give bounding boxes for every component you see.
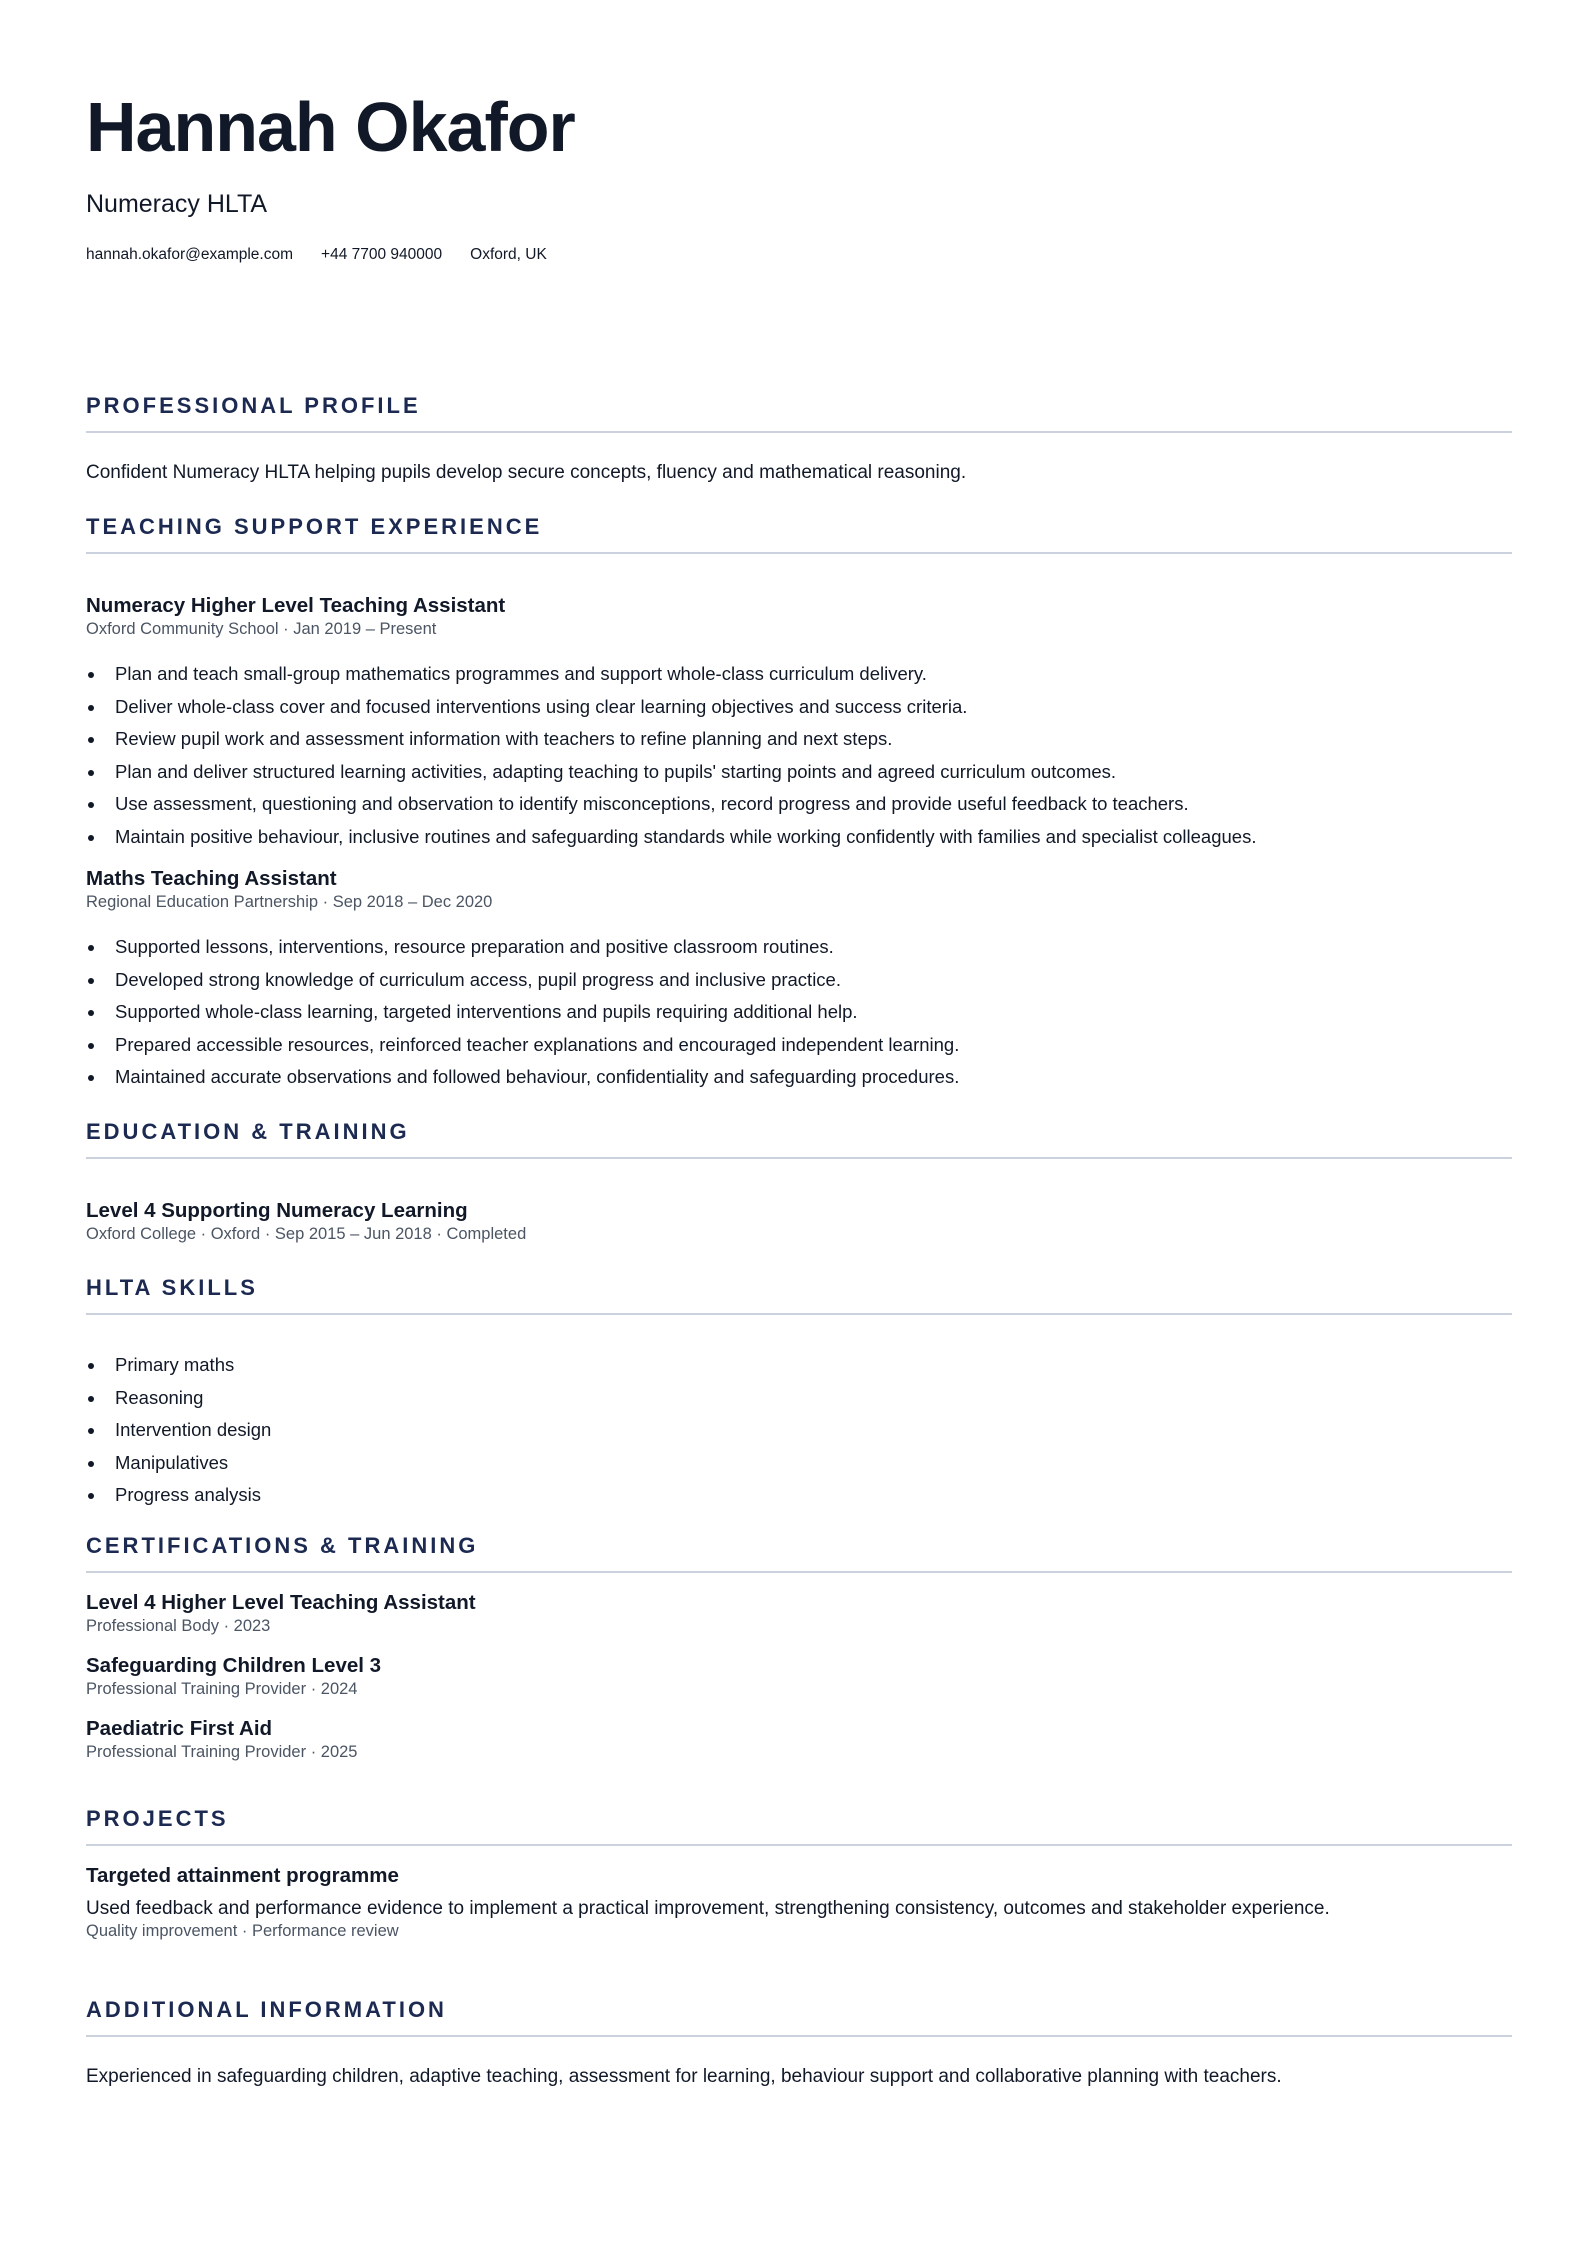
education-section [86, 1119, 1512, 1245]
bullet-item: Maintain positive behaviour, inclusive routines and safeguarding standards while working confidently with families and specialist colleagues. [86, 821, 1512, 854]
job-title: Maths Teaching Assistant [86, 867, 337, 891]
certification-meta: Professional Training Provider · 2025 [86, 1742, 358, 1761]
bullet-item: Prepared accessible resources, reinforced teacher explanations and encouraged independent learning. [86, 1029, 1512, 1062]
section-title: CERTIFICATIONS & TRAINING [86, 1533, 479, 1558]
projects-section [86, 1806, 1512, 1943]
job-entry [86, 867, 1512, 1094]
candidate-name: Hannah Okafor [86, 88, 575, 166]
section-title: PROJECTS [86, 1806, 229, 1831]
certification-entry [86, 1591, 1512, 1637]
bullet-item: Use assessment, questioning and observation to identify misconceptions, record progress and provide useful feedback to teachers. [86, 788, 1512, 821]
section-title: HLTA SKILLS [86, 1275, 258, 1300]
job-bullets [86, 931, 1512, 1094]
profile-section [86, 393, 1512, 486]
skill-item: Progress analysis [86, 1479, 1512, 1512]
contact-row [86, 246, 547, 264]
section-divider [86, 1571, 1512, 1573]
bullet-item: Review pupil work and assessment information with teachers to refine planning and next steps. [86, 723, 1512, 756]
education-title: Level 4 Supporting Numeracy Learning [86, 1199, 468, 1222]
skill-item: Primary maths [86, 1349, 1512, 1382]
certification-title: Paediatric First Aid [86, 1717, 273, 1741]
certification-entry [86, 1717, 1512, 1763]
education-meta: Oxford College · Oxford · Sep 2015 – Jun 2018 · Completed [86, 1224, 527, 1243]
job-bullets [86, 658, 1512, 853]
certifications-section [86, 1533, 1512, 1763]
skill-item: Reasoning [86, 1382, 1512, 1415]
section-title: TEACHING SUPPORT EXPERIENCE [86, 514, 543, 539]
certification-title: Level 4 Higher Level Teaching Assistant [86, 1591, 476, 1614]
bullet-item: Deliver whole-class cover and focused interventions using clear learning objectives and success criteria. [86, 691, 1512, 724]
bullet-item: Supported lessons, interventions, resource preparation and positive classroom routines. [86, 931, 1512, 964]
candidate-role: Numeracy HLTA [86, 190, 268, 218]
profile-text: Confident Numeracy HLTA helping pupils develop secure concepts, fluency and mathematical reasoning. [86, 462, 967, 483]
bullet-item: Developed strong knowledge of curriculum access, pupil progress and inclusive practice. [86, 964, 1512, 997]
skills-list [86, 1349, 1512, 1512]
job-meta: Regional Education Partnership · Sep 2018 – Dec 2020 [86, 892, 493, 911]
project-tags: Quality improvement · Performance review [86, 1922, 399, 1941]
job-title: Numeracy Higher Level Teaching Assistant [86, 594, 506, 617]
contact-email[interactable]: hannah.okafor@example.com [86, 246, 294, 263]
additional-section [86, 1997, 1512, 2090]
section-title: EDUCATION & TRAINING [86, 1119, 410, 1144]
job-entry [86, 594, 1512, 853]
section-divider [86, 2035, 1512, 2037]
skill-item: Manipulatives [86, 1447, 1512, 1480]
contact-location: Oxford, UK [470, 246, 547, 263]
skill-item: Intervention design [86, 1414, 1512, 1447]
section-title: ADDITIONAL INFORMATION [86, 1997, 447, 2022]
job-meta: Oxford Community School · Jan 2019 – Present [86, 619, 437, 638]
section-divider [86, 552, 1512, 554]
certification-title: Safeguarding Children Level 3 [86, 1654, 382, 1678]
education-entry [86, 1199, 1512, 1245]
contact-phone[interactable]: +44 7700 940000 [321, 246, 443, 263]
experience-section [86, 514, 1512, 1094]
section-divider [86, 1157, 1512, 1159]
bullet-item: Plan and teach small-group mathematics programmes and support whole-class curriculum delivery. [86, 658, 1512, 691]
certification-entry [86, 1654, 1512, 1700]
certification-meta: Professional Body · 2023 [86, 1616, 271, 1635]
skills-section [86, 1275, 1512, 1512]
section-divider [86, 431, 1512, 433]
bullet-item: Maintained accurate observations and followed behaviour, confidentiality and safeguarding procedures. [86, 1061, 1512, 1094]
bullet-item: Supported whole-class learning, targeted interventions and pupils requiring additional help. [86, 996, 1512, 1029]
project-description: Used feedback and performance evidence to implement a practical improvement, strengthening consistency, outcomes and stakeholder experience. [86, 1897, 1330, 1919]
additional-text: Experienced in safeguarding children, adaptive teaching, assessment for learning, behaviour support and collaborative planning with teachers. [86, 2066, 1282, 2087]
section-divider [86, 1844, 1512, 1846]
section-divider [86, 1313, 1512, 1315]
bullet-item: Plan and deliver structured learning activities, adapting teaching to pupils' starting points and agreed curriculum outcomes. [86, 756, 1512, 789]
project-entry [86, 1864, 1512, 1943]
certification-meta: Professional Training Provider · 2024 [86, 1679, 358, 1698]
project-title: Targeted attainment programme [86, 1864, 399, 1887]
section-title: PROFESSIONAL PROFILE [86, 393, 421, 418]
